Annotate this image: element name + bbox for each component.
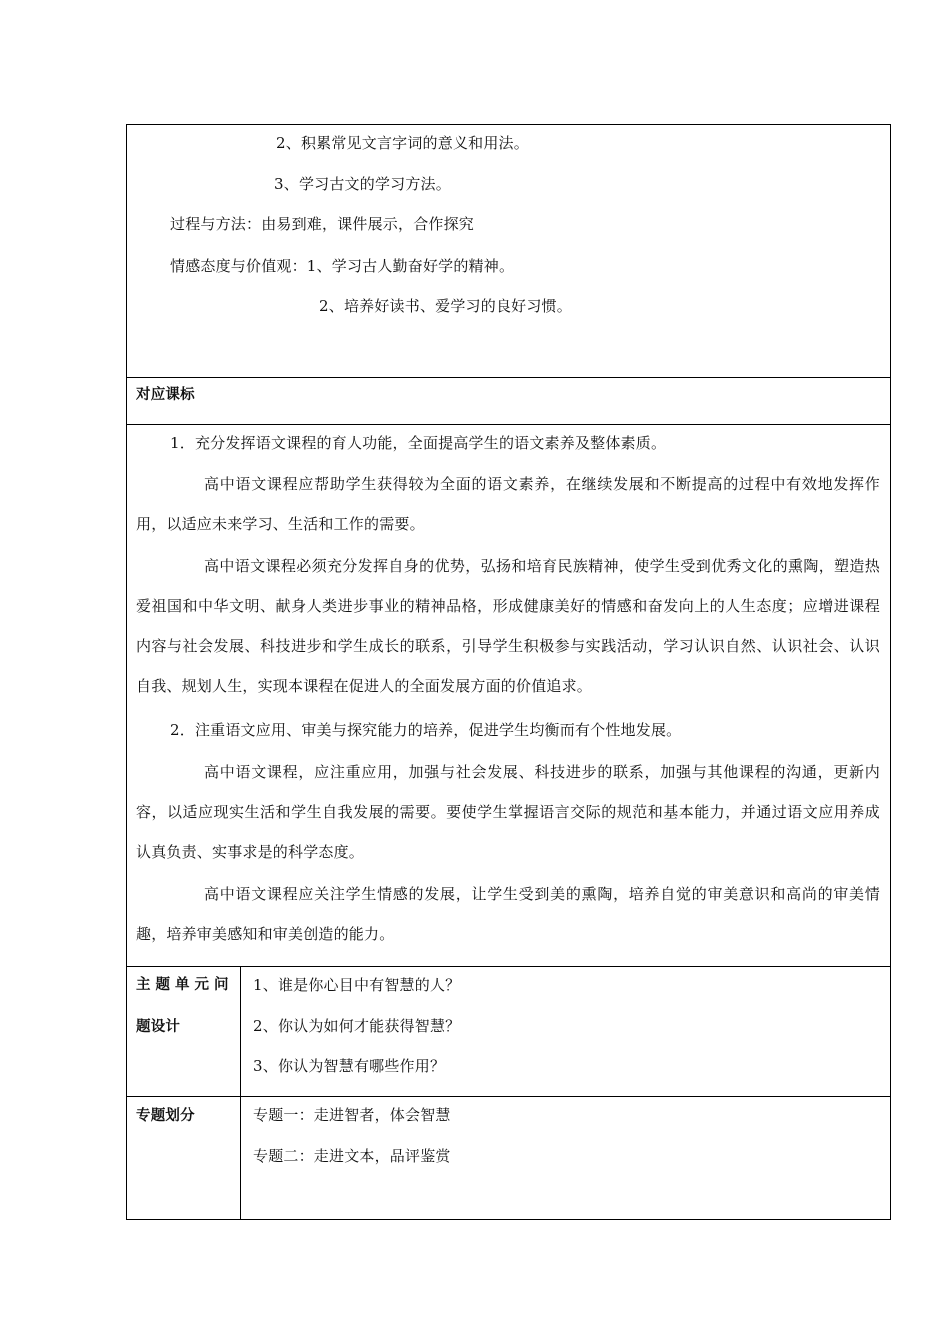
section-heading-standards: 对应课标 (136, 387, 195, 403)
theme-label: 主题单元问 (136, 977, 234, 993)
theme-question-2: 2、你认为如何才能获得智慧？ (253, 1017, 461, 1035)
theme-question-1: 1、谁是你心目中有智慧的人？ (253, 976, 461, 994)
topics-label: 专题划分 (136, 1108, 195, 1124)
topic-2: 专题二：走进文本，品评鉴赏 (253, 1147, 451, 1165)
standard-paragraph: 高中语文课程应关注学生情感的发展，让学生受到美的熏陶，培养自觉的审美意识和高尚的审美情趣，培养审美感知和审美创造的能力。 (136, 885, 880, 943)
row-divider (126, 424, 891, 425)
theme-question-3: 3、你认为智慧有哪些作用？ (253, 1057, 446, 1075)
objective-line-2: 2、积累常见文言字词的意义和用法。 (276, 134, 529, 152)
row-divider (126, 377, 891, 378)
standard-paragraph: 高中语文课程，应注重应用，加强与社会发展、科技进步的联系，加强与其他课程的沟通，更新内容，以适应现实生活和学生自我发展的需要。要使学生掌握语言交际的规范和基本能力，并通过语文应用养成认真负责、实事求是的科学态度。 (136, 763, 880, 861)
standard-point-2: 2．注重语文应用、审美与探究能力的培养，促进学生均衡而有个性地发展。 (170, 721, 682, 739)
theme-label: 题设计 (136, 1019, 181, 1035)
emotion-attitude-1: 情感态度与价值观：1、学习古人勤奋好学的精神。 (170, 257, 515, 275)
standard-point-1: 1．充分发挥语文课程的育人功能，全面提高学生的语文素养及整体素质。 (170, 434, 667, 452)
standard-paragraph: 高中语文课程应帮助学生获得较为全面的语文素养，在继续发展和不断提高的过程中有效地发挥作用，以适应未来学习、生活和工作的需要。 (136, 475, 880, 533)
emotion-attitude-2: 2、培养好读书、爱学习的良好习惯。 (319, 297, 572, 315)
standard-paragraph: 高中语文课程必须充分发挥自身的优势，弘扬和培育民族精神，使学生受到优秀文化的熏陶，塑造热爱祖国和中华文明、献身人类进步事业的精神品格，形成健康美好的情感和奋发向上的人生态度；应增进课程内容与社会发展、科技进步和学生成长的联系，引导学生积极参与实践活动，学习认识自然、认识社会、认识自我、规划人生，实现本课程在促进人的全面发展方面的价值追求。 (136, 557, 880, 695)
process-method: 过程与方法：由易到难，课件展示，合作探究 (170, 215, 475, 233)
column-divider (240, 966, 241, 1220)
topic-1: 专题一：走进智者，体会智慧 (253, 1106, 451, 1124)
objective-line-3: 3、学习古文的学习方法。 (274, 175, 451, 193)
